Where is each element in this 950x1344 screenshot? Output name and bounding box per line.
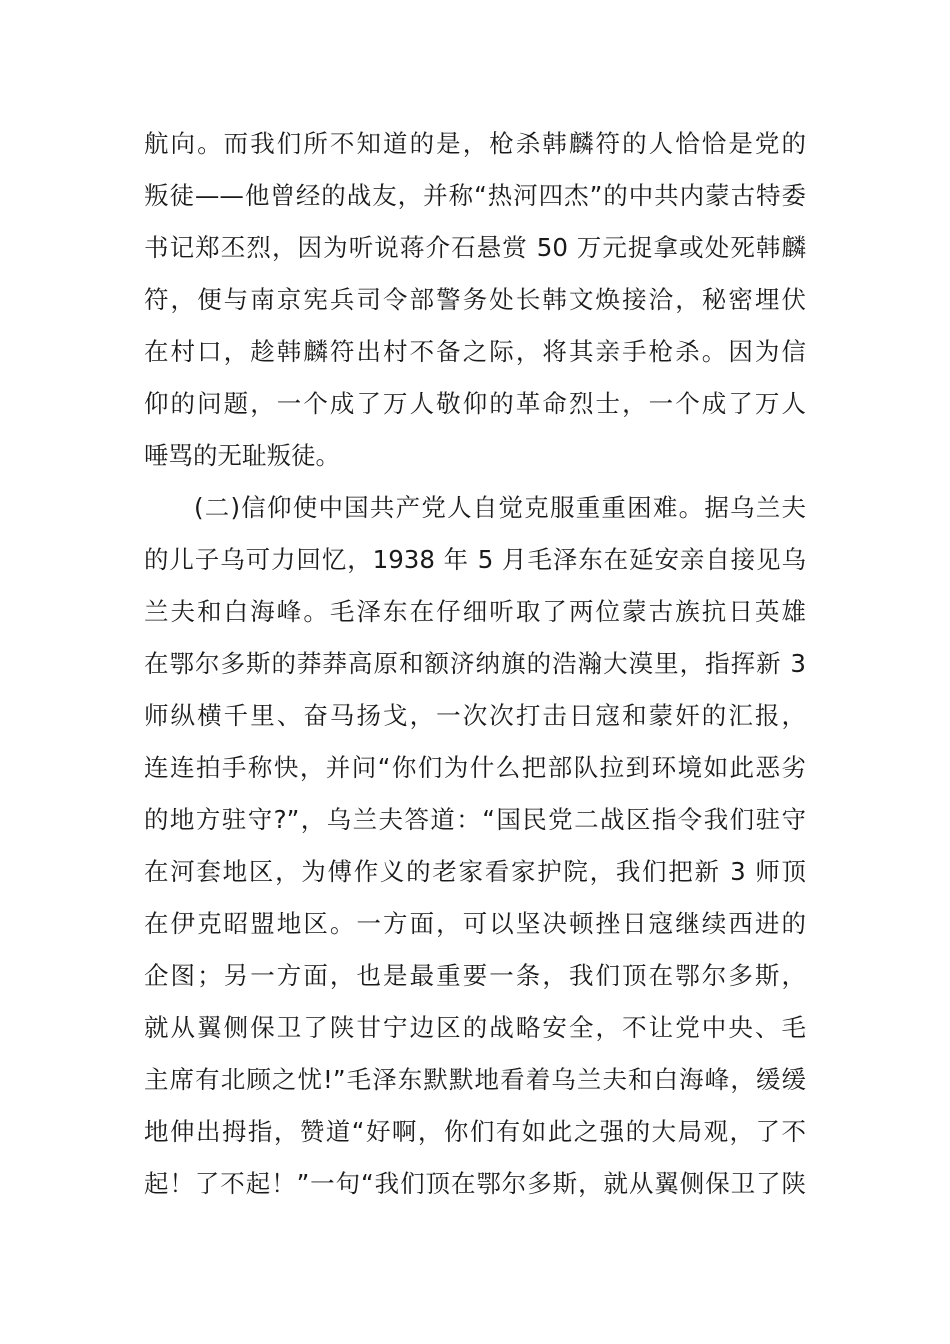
text-line: 地伸出拇指，赞道“好啊，你们有如此之强的大局观，了不: [144, 1117, 806, 1146]
text-line: 在鄂尔多斯的莽莽高原和额济纳旗的浩瀚大漠里，指挥新 3: [144, 649, 806, 678]
text-line: 航向。而我们所不知道的是，枪杀韩麟符的人恰恰是党的: [144, 129, 806, 158]
text-line: 兰夫和白海峰。毛泽东在仔细听取了两位蒙古族抗日英雄: [144, 597, 806, 626]
paragraph-end-line: 唾骂的无耻叛徒。: [144, 441, 340, 470]
text-line: 符，便与南京宪兵司令部警务处长韩文焕接洽，秘密埋伏: [144, 285, 806, 314]
text-line: 就从翼侧保卫了陕甘宁边区的战略安全，不让党中央、毛: [144, 1013, 806, 1042]
text-line: 的地方驻守?”，乌兰夫答道：“国民党二战区指令我们驻守: [144, 805, 806, 834]
text-line: 企图；另一方面，也是最重要一条，我们顶在鄂尔多斯，: [144, 961, 806, 990]
text-line: 在村口，趁韩麟符出村不备之际，将其亲手枪杀。因为信: [144, 337, 806, 366]
text-line: 在伊克昭盟地区。一方面，可以坚决顿挫日寇继续西进的: [144, 909, 806, 938]
text-line: 师纵横千里、奋马扬戈，一次次打击日寇和蒙奸的汇报，: [144, 701, 806, 730]
text-line: 主席有北顾之忧!”毛泽东默默地看着乌兰夫和白海峰，缓缓: [144, 1065, 806, 1094]
text-line: 在河套地区，为傅作义的老家看家护院，我们把新 3 师顶: [144, 857, 806, 886]
text-line: 起！了不起！”一句“我们顶在鄂尔多斯，就从翼侧保卫了陕: [144, 1169, 806, 1198]
text-line: 叛徒——他曾经的战友，并称“热河四杰”的中共内蒙古特委: [144, 181, 806, 210]
text-line: 仰的问题，一个成了万人敬仰的革命烈士，一个成了万人: [144, 389, 806, 418]
text-line: 书记郑丕烈，因为听说蒋介石悬赏 50 万元捉拿或处死韩麟: [144, 233, 806, 262]
text-line: 连连拍手称快，并问“你们为什么把部队拉到环境如此恶劣: [144, 753, 806, 782]
section-heading-line: (二)信仰使中国共产党人自觉克服重重困难。据乌兰夫: [194, 493, 806, 522]
body-text: [144, 118, 806, 1210]
text-line: 的儿子乌可力回忆，1938 年 5 月毛泽东在延安亲自接见乌: [144, 545, 806, 574]
